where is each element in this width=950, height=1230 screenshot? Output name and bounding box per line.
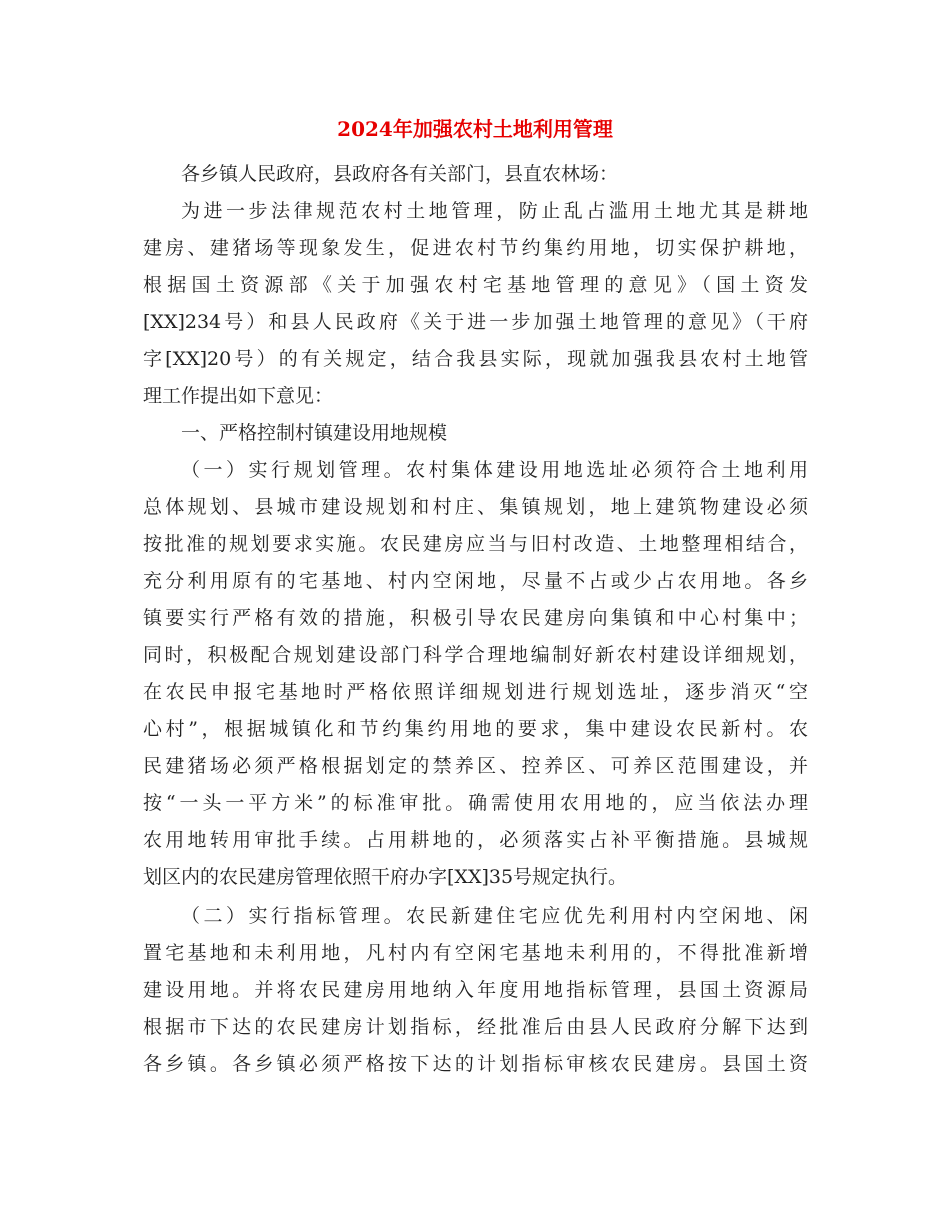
text-line: 置宅基地和未利用地，凡村内有空闲宅基地未利用的，不得批准新增 bbox=[143, 942, 808, 964]
text-line: 按“一头一平方米”的标准审批。确需使用农用地的，应当依法办理 bbox=[143, 792, 808, 814]
intro-paragraph bbox=[143, 193, 808, 415]
text-line: [XX]234号）和县人民政府《关于进一步加强土地管理的意见》（干府 bbox=[143, 311, 808, 333]
item-two-paragraph bbox=[143, 898, 808, 1083]
text-line: 心村”，根据城镇化和节约集约用地的要求，集中建设农民新村。农 bbox=[143, 718, 808, 740]
text-line: 理工作提出如下意见： bbox=[143, 385, 334, 407]
text-line: 民建猪场必须严格根据划定的禁养区、控养区、可养区范围建设，并 bbox=[143, 755, 808, 777]
document-body bbox=[143, 156, 808, 1083]
text-line: 为进一步法律规范农村土地管理，防止乱占滥用土地尤其是耕地 bbox=[181, 200, 808, 222]
text-line: 充分利用原有的宅基地、村内空闲地，尽量不占或少占农用地。各乡 bbox=[143, 570, 808, 592]
text-line: 字[XX]20号）的有关规定，结合我县实际，现就加强我县农村土地管 bbox=[143, 348, 808, 370]
text-line: 建设用地。并将农民建房用地纳入年度用地指标管理，县国土资源局 bbox=[143, 979, 808, 1001]
text-line: 总体规划、县城市建设规划和村庄、集镇规划，地上建筑物建设必须 bbox=[143, 496, 808, 518]
text-line: 各乡镇。各乡镇必须严格按下达的计划指标审核农民建房。县国土资 bbox=[143, 1053, 808, 1075]
text-line: 在农民申报宅基地时严格依照详细规划进行规划选址，逐步消灭“空 bbox=[143, 681, 808, 703]
text-line: 同时，积极配合规划建设部门科学合理地编制好新农村建设详细规划， bbox=[143, 644, 808, 666]
salutation: 各乡镇人民政府，县政府各有关部门，县直农林场： bbox=[181, 163, 619, 185]
text-line: 按批准的规划要求实施。农民建房应当与旧村改造、土地整理相结合， bbox=[143, 533, 808, 555]
text-line: 农用地转用审批手续。占用耕地的，必须落实占补平衡措施。县城规 bbox=[143, 829, 808, 851]
text-line: （二）实行指标管理。农民新建住宅应优先利用村内空闲地、闲 bbox=[181, 905, 808, 927]
text-line: （一）实行规划管理。农村集体建设用地选址必须符合土地利用 bbox=[181, 459, 808, 481]
text-line: 根据国土资源部《关于加强农村宅基地管理的意见》（国土资发 bbox=[143, 274, 808, 296]
item-one-paragraph bbox=[143, 452, 808, 896]
text-line: 划区内的农民建房管理依照干府办字[XX]35号规定执行。 bbox=[143, 866, 628, 888]
text-line: 根据市下达的农民建房计划指标，经批准后由县人民政府分解下达到 bbox=[143, 1016, 808, 1038]
section-heading: 一、严格控制村镇建设用地规模 bbox=[181, 422, 448, 444]
text-line: 镇要实行严格有效的措施，积极引导农民建房向集镇和中心村集中； bbox=[143, 607, 808, 629]
document-title: 2024年加强农村土地利用管理 bbox=[337, 117, 613, 141]
text-line: 建房、建猪场等现象发生，促进农村节约集约用地，切实保护耕地， bbox=[143, 237, 808, 259]
